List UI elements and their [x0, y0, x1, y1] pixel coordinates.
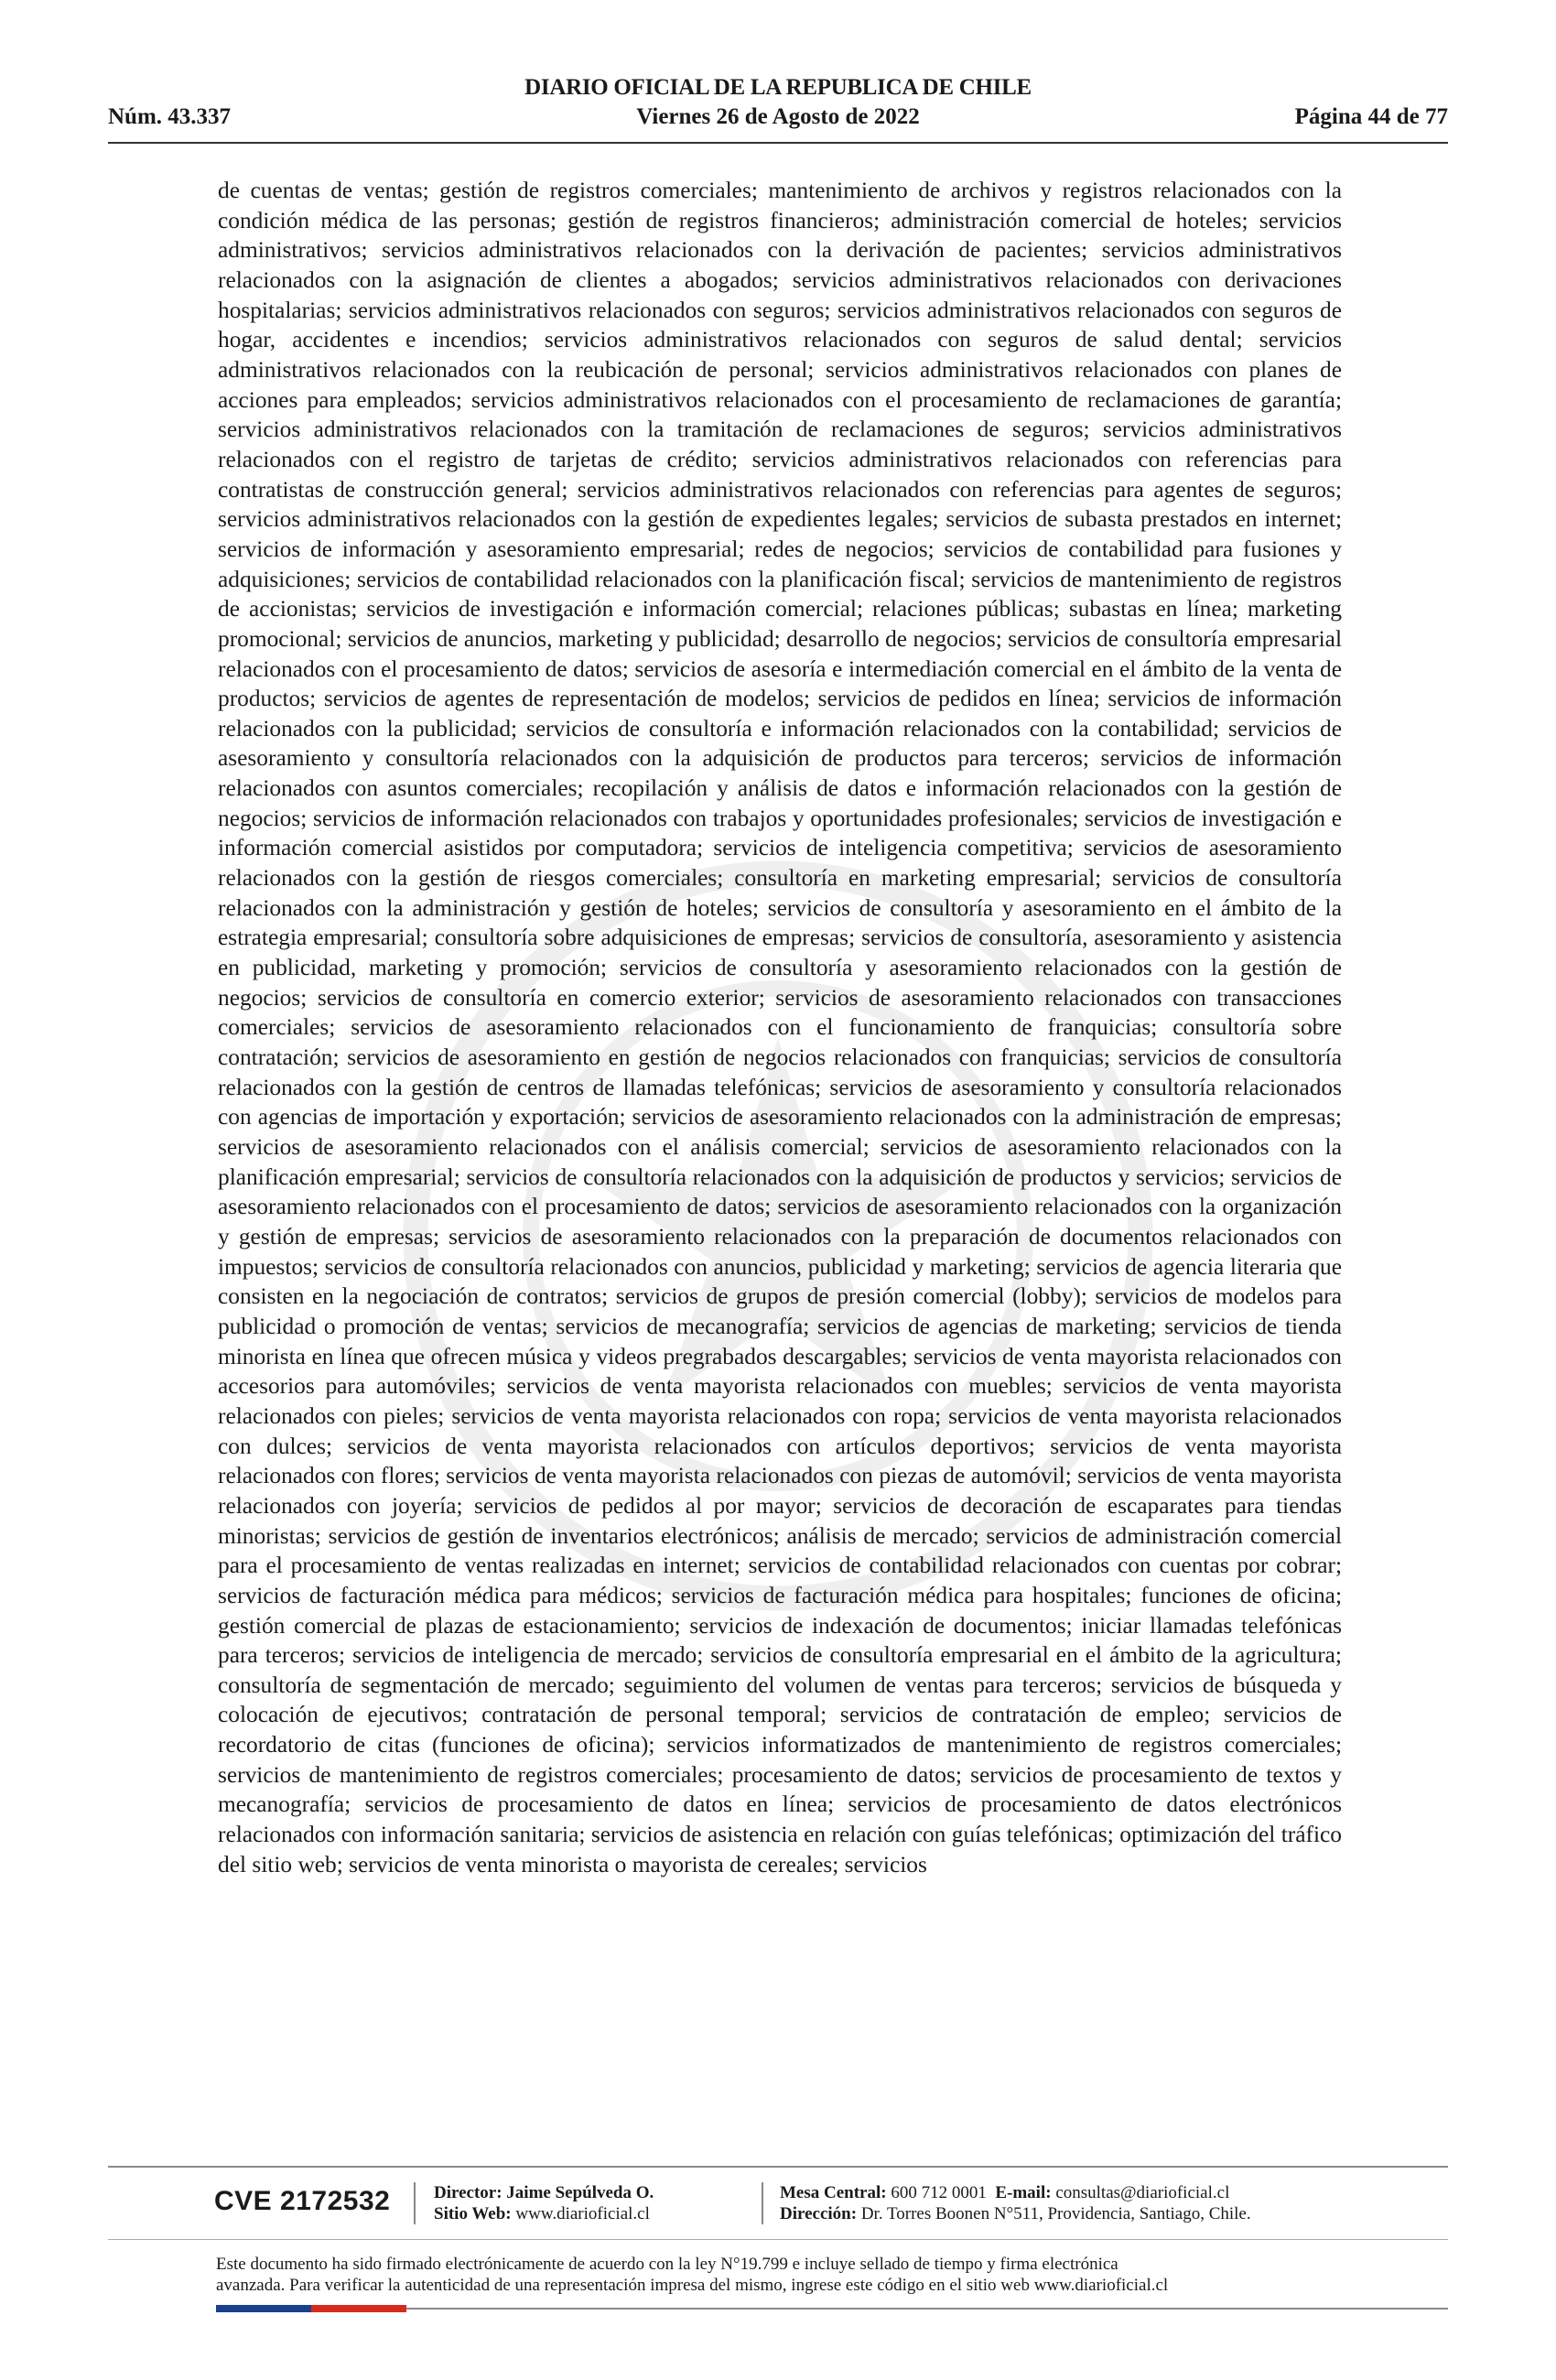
website-label: Sitio Web: — [434, 2204, 512, 2223]
legal-line-1: Este documento ha sido firmado electrónicamente de acuerdo con la ley N°19.799 e incluye sellado de tiempo y firma electrónica — [216, 2255, 1118, 2274]
bottom-divider — [406, 2308, 1448, 2310]
director-name: Jaime Sepúlveda O. — [506, 2183, 654, 2202]
footer-inner-divider — [108, 2239, 1448, 2240]
flag-red-segment — [311, 2305, 406, 2312]
phone-label: Mesa Central: — [780, 2183, 887, 2202]
flag-color-bar — [216, 2305, 406, 2312]
address-label: Dirección: — [780, 2204, 858, 2223]
website-link[interactable]: www.diarioficial.cl — [515, 2204, 650, 2223]
masthead-title: DIARIO OFICIAL DE LA REPUBLICA DE CHILE — [524, 75, 1032, 100]
legal-notice — [216, 2254, 1351, 2296]
header-divider — [108, 142, 1448, 144]
email-label: E-mail: — [995, 2183, 1052, 2202]
email-link[interactable]: consultas@diarioficial.cl — [1055, 2183, 1230, 2202]
page-number: Página 44 de 77 — [1294, 104, 1448, 129]
page-header — [108, 75, 1448, 148]
page-footer — [108, 2177, 1448, 2241]
address-text: Dr. Torres Boonen N°511, Providencia, Santiago, Chile. — [860, 2204, 1251, 2223]
issue-date: Viernes 26 de Agosto de 2022 — [636, 104, 920, 129]
footer-director-block — [434, 2182, 654, 2224]
footer-separator — [762, 2182, 763, 2224]
cve-code: CVE 2172532 — [214, 2186, 391, 2216]
footer-divider — [108, 2166, 1448, 2168]
director-label: Director: — [434, 2183, 502, 2202]
legal-line-2: avanzada. Para verificar la autenticidad de una representación impresa del mismo, ingrese este código en el sitio web www.diarioficial.cl — [216, 2276, 1169, 2295]
flag-blue-segment — [216, 2305, 311, 2312]
footer-separator — [414, 2182, 416, 2224]
issue-number: Núm. 43.337 — [108, 104, 232, 129]
phone-number: 600 712 0001 — [891, 2183, 987, 2202]
footer-contact-block — [780, 2182, 1251, 2224]
document-body-text: de cuentas de ventas; gestión de registros comerciales; mantenimiento de archivos y registros relacionados con la condición médica de las personas; gestión de registros financieros; administración comercial de hoteles; servicios administrativos; servicios administrativos relacionados con la derivación de pacientes; servicios administrativos relacionados con la asignación de clientes a abogados; servicios administrativos relacionados con derivaciones hospitalarias; servicios administrativos relacionados con seguros; servicios administrativos relacionados con seguros de hogar, accidentes e incendios; servicios administrativos relacionados con seguros de salud dental; servicios administrativos relacionados con la reubicación de personal; servicios administrativos relacionados con planes de acciones para empleados; servicios administrativos relacionados con el procesamiento de reclamaciones de garantía; servicios administrativos relacionados con la tramitación de reclamaciones de seguros; servicios administrativos relacionados con el registro de tarjetas de crédito; servicios administrativos relacionados con referencias para contratistas de construcción general; servicios administrativos relacionados con referencias para agentes de seguros; servicios administrativos relacionados con la gestión de expedientes legales; servicios de subasta prestados en internet; servicios de información y asesoramiento empresarial; redes de negocios; servicios de contabilidad para fusiones y adquisiciones; servicios de contabilidad relacionados con la planificación fiscal; servicios de mantenimiento de registros de accionistas; servicios de investigación e información comercial; relaciones públicas; subastas en línea; marketing promocional; servicios de anuncios, marketing y publicidad; desarrollo de negocios; servicios de consultoría empresarial relacionados con el procesamiento de datos; servicios de asesoría e intermediación comercial en el ámbito de la venta de productos; servicios de agentes de representación de modelos; servicios de pedidos en línea; servicios de información relacionados con la publicidad; servicios de consultoría e información relacionados con la contabilidad; servicios de asesoramiento y consultoría relacionados con la adquisición de productos para terceros; servicios de información relacionados con asuntos comerciales; recopilación y análisis de datos e información relacionados con la gestión de negocios; servicios de información relacionados con trabajos y oportunidades profesionales; servicios de investigación e información comercial asistidos por computadora; servicios de inteligencia competitiva; servicios de asesoramiento relacionados con la gestión de riesgos comerciales; consultoría en marketing empresarial; servicios de consultoría relacionados con la administración y gestión de hoteles; servicios de consultoría y asesoramiento en el ámbito de la estrategia empresarial; consultoría sobre adquisiciones de empresas; servicios de consultoría, asesoramiento y asistencia en publicidad, marketing y promoción; servicios de consultoría y asesoramiento relacionados con la gestión de negocios; servicios de consultoría en comercio exterior; servicios de asesoramiento relacionados con transacciones comerciales; servicios de asesoramiento relacionados con el funcionamiento de franquicias; consultoría sobre contratación; servicios de asesoramiento en gestión de negocios relacionados con franquicias; servicios de consultoría relacionados con la gestión de centros de llamadas telefónicas; servicios de asesoramiento y consultoría relacionados con agencias de importación y exportación; servicios de asesoramiento relacionados con la administración de empresas; servicios de asesoramiento relacionados con el análisis comercial; servicios de asesoramiento relacionados con la planificación empresarial; servicios de consultoría relacionados con la adquisición de productos y servicios; servicios de asesoramiento relacionados con el procesamiento de datos; servicios de asesoramiento relacionados con la organización y gestión de empresas; servicios de asesoramiento relacionados con la preparación de documentos relacionados con impuestos; servicios de consultoría relacionados con anuncios, publicidad y marketing; servicios de agencia literaria que consisten en la negociación de contratos; servicios de grupos de presión comercial (lobby); servicios de modelos para publicidad o promoción de ventas; servicios de mecanografía; servicios de agencias de marketing; servicios de tienda minorista en línea que ofrecen música y videos pregrabados descargables; servicios de venta mayorista relacionados con accesorios para automóviles; servicios de venta mayorista relacionados con muebles; servicios de venta mayorista relacionados con pieles; servicios de venta mayorista relacionados con ropa; servicios de venta mayorista relacionados con dulces; servicios de venta mayorista relacionados con artículos deportivos; servicios de venta mayorista relacionados con flores; servicios de venta mayorista relacionados con piezas de automóvil; servicios de venta mayorista relacionados con joyería; servicios de pedidos al por mayor; servicios de decoración de escaparates para tiendas minoristas; servicios de gestión de inventarios electrónicos; análisis de mercado; servicios de administración comercial para el procesamiento de ventas realizadas en internet; servicios de contabilidad relacionados con cuentas por cobrar; servicios de facturación médica para médicos; servicios de facturación médica para hospitales; funciones de oficina; gestión comercial de plazas de estacionamiento; servicios de indexación de documentos; iniciar llamadas telefónicas para terceros; servicios de inteligencia de mercado; servicios de consultoría empresarial en el ámbito de la agricultura; consultoría de segmentación de mercado; seguimiento del volumen de ventas para terceros; servicios de búsqueda y colocación de ejecutivos; contratación de personal temporal; servicios de contratación de empleo; servicios de recordatorio de citas (funciones de oficina); servicios informatizados de mantenimiento de registros comerciales; servicios de mantenimiento de registros comerciales; procesamiento de datos; servicios de procesamiento de textos y mecanografía; servicios de procesamiento de datos en línea; servicios de procesamiento de datos electrónicos relacionados con información sanitaria; servicios de asistencia en relación con guías telefónicas; optimización del tráfico del sitio web; servicios de venta minorista o mayorista de cereales; servicios — [218, 178, 1342, 1877]
